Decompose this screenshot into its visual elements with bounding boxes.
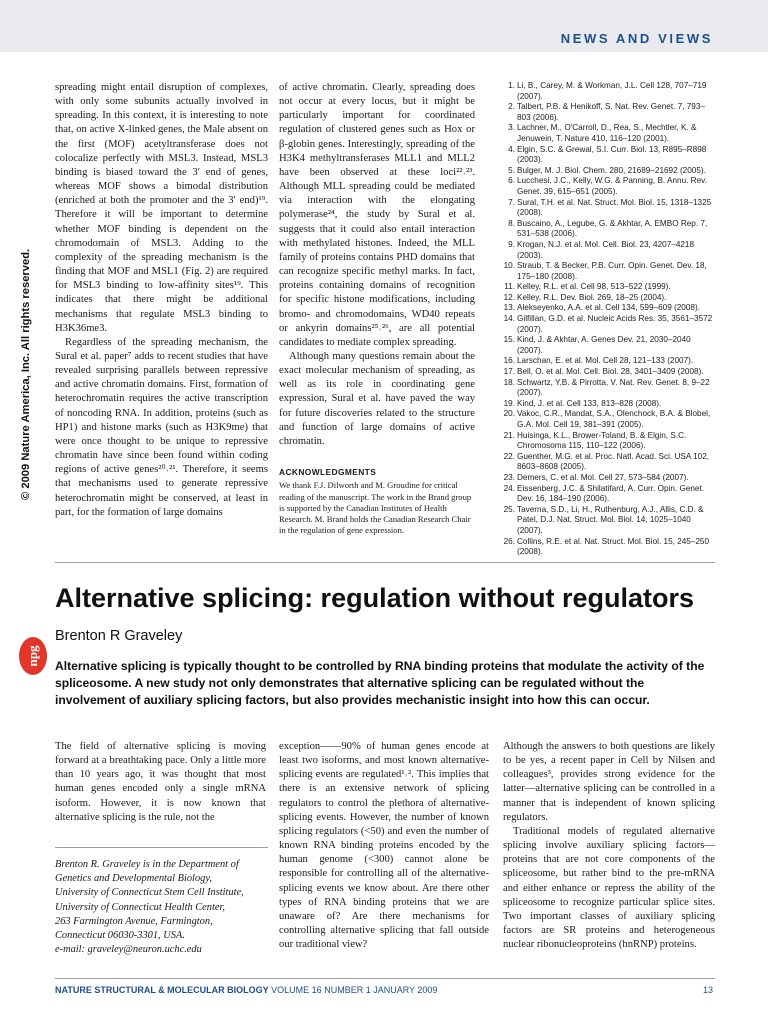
reference-number: 6. [508, 176, 515, 186]
reference-number: 25. [503, 504, 515, 514]
reference-item [501, 505, 714, 537]
reference-number: 19. [503, 398, 515, 408]
article-column-2 [279, 740, 489, 952]
reference-item [501, 282, 714, 293]
reference-text: Alekseyenko, A.A. et al. Cell 134, 599–609 (2008). [517, 303, 700, 313]
journal-footer [55, 985, 437, 995]
paragraph: Although the answers to both questions are likely to be yes, a recent paper in Cell by Nilsen and colleagues³, provides strong evidence for the latter—alternative splicing can be controlled in a manner that is independent of known splicing regulators. [503, 741, 715, 823]
reference-list [501, 81, 714, 558]
paragraph: exception——90% of human genes encode at least two isoforms, and most known alternative-splicing events are regulated¹˒². This implies that there is an extensive network of splicing regulators to control the plethora of alternative-splicing events. However, the number of known splicing regulators (<50) and even the number of known RNA binding proteins encoded by the human genome (<300) cannot alone be responsible for controlling all of the alternative-splicing events we know about. Are there other types of RNA binding proteins that we are unaware of? Are there mechanisms for controlling alternative splicing that fall outside our traditional view? [279, 741, 489, 951]
reference-item [501, 219, 714, 240]
reference-text: Buscaino, A., Legube, G. & Akhtar, A. EMBO Rep. 7, 531–538 (2006). [517, 218, 708, 239]
reference-text: Collins, R.E. et al. Nat. Struct. Mol. Biol. 15, 245–250 (2008). [517, 536, 710, 557]
reference-text: Vakoc, C.R., Mandat, S.A., Olenchock, B.A. & Blobel, G.A. Mol. Cell 19, 381–391 (2005). [517, 409, 711, 429]
section-divider [55, 562, 715, 563]
reference-text: Lachner, M., O'Carroll, D., Rea, S., Mechtler, K. & Jenuwein, T. Nature 410, 116–120 (2001). [517, 123, 697, 143]
reference-number: 2. [508, 102, 515, 112]
reference-item [501, 367, 714, 378]
reference-text: Li, B., Carey, M. & Workman, J.L. Cell 128, 707–719 (2007). [517, 81, 707, 101]
reference-text: Demers, C. et al. Mol. Cell 27, 573–584 (2007). [517, 472, 689, 482]
reference-text: Krogan, N.J. et al. Mol. Cell. Biol. 23, 4207–4218 (2003). [517, 239, 695, 260]
reference-item [501, 314, 714, 335]
reference-number: 16. [503, 356, 515, 366]
acknowledgments-text: We thank F.J. Dilworth and M. Groudine for critical reading of the manuscript. The work in the Brand group is supported by the Canadian Institutes of Health Research. M. Brand holds the Canadian Research Chair in the regulation of gene expression. [279, 480, 472, 536]
reference-text: Eissenberg, J.C. & Shilatifard, A. Curr. Opin. Genet. Dev. 16, 184–190 (2006). [517, 483, 705, 504]
reference-number: 17. [503, 367, 515, 377]
affiliation-line: Connecticut 06030-3301, USA. [55, 930, 185, 942]
reference-text: Kelley, R.L. et al. Cell 98, 513–522 (1999). [517, 282, 671, 292]
reference-item [501, 473, 714, 484]
reference-number: 3. [508, 123, 515, 133]
article-author: Brenton R Graveley [55, 628, 183, 644]
reference-item [501, 399, 714, 410]
journal-name: NATURE STRUCTURAL & MOLECULAR BIOLOGY [55, 985, 269, 995]
reference-number: 7. [508, 197, 515, 207]
affiliation-line: e-mail: graveley@neuron.uchc.edu [55, 944, 202, 956]
paragraph: Regardless of the spreading mechanism, the Sural et al. paper⁷ adds to recent studies that have revealed surprising parallels between repressive and active chromatin domains. First, formation of heterochromatin requires the active transcription of noncoding RNA. In addition, proteins (such as HP1) and histone marks (such as H3K9me) that were once thought to be unique to repressive chromatin have since been found within coding regions of active genes²⁰˒²¹. Therefore, it seems that mechanisms used to generate repressive heterochromatin might be conserved, at least in part, for the formation of large domains [55, 336, 268, 518]
reference-number: 24. [503, 483, 515, 493]
reference-number: 12. [503, 292, 515, 302]
reference-text: Huisinga, K.L., Brower-Toland, B. & Elgin, S.C. Chromosoma 115, 110–122 (2006). [517, 430, 687, 451]
reference-item [501, 261, 714, 282]
paragraph: The field of alternative splicing is moving forward at a breathtaking pace. Only a little more than 10 years ago, it was thought that most human genes encoded only a single mRNA isoform. However, it is now known that alternative splicing is the rule, not the [55, 741, 266, 823]
reference-item [501, 431, 714, 452]
npg-logo [18, 636, 48, 676]
acknowledgments [279, 467, 475, 537]
acknowledgments-heading: ACKNOWLEDGMENTS [279, 467, 377, 477]
affiliation-line: University of Connecticut Health Center, [55, 901, 225, 913]
reference-text: Taverna, S.D., Li, H., Ruthenburg, A.J., Allis, C.D. & Patel, D.J. Nat. Struct. Mol. Biol. 14, 1025–1040 (2007). [517, 504, 704, 535]
reference-text: Straub, T. & Becker, P.B. Curr. Opin. Genet. Dev. 18, 175–180 (2008). [517, 261, 707, 281]
page-number: 13 [702, 985, 713, 995]
reference-item [501, 378, 714, 399]
reference-item [501, 335, 714, 356]
reference-number: 11. [504, 282, 515, 292]
reference-item [501, 198, 714, 219]
journal-issue: VOLUME 16 NUMBER 1 JANUARY 2009 [268, 985, 438, 995]
affiliation-line: University of Connecticut Stem Cell Institute, [55, 887, 244, 899]
reference-item [501, 176, 714, 197]
reference-item [501, 166, 714, 177]
reference-item [501, 537, 714, 558]
article-title: Alternative splicing: regulation without regulators [55, 583, 695, 613]
reference-item [501, 81, 714, 102]
reference-text: Larschan, E. et al. Mol. Cell 28, 121–133 (2007). [517, 356, 694, 366]
reference-number: 9. [508, 239, 515, 249]
reference-text: Kind, J. & Akhtar, A. Genes Dev. 21, 2030–2040 (2007). [517, 335, 691, 355]
previous-article-column-1 [55, 81, 268, 520]
reference-item [501, 240, 714, 261]
reference-item [501, 293, 714, 304]
author-affiliation [55, 858, 268, 957]
reference-number: 13. [503, 303, 515, 313]
reference-text: Sural, T.H. et al. Nat. Struct. Mol. Biol. 15, 1318–1325 (2008). [517, 197, 712, 218]
reference-number: 10. [503, 261, 515, 271]
reference-number: 23. [503, 472, 515, 482]
reference-item [501, 452, 714, 473]
paragraph: Although many questions remain about the exact molecular mechanism of spreading, as well as its role in coordinating gene expression, Sural et al. have paved the way for future discoveries related to the structure and function of large domains of active chromatin. [279, 350, 475, 447]
previous-article-column-2 [279, 81, 475, 449]
copyright-notice: © 2009 Nature America, Inc. All rights reserved. [20, 248, 32, 500]
reference-text: Lucchesi, J.C., Kelly, W.G. & Panning, B. Annu. Rev. Genet. 39, 615–651 (2005). [517, 176, 707, 196]
reference-number: 8. [508, 218, 515, 228]
reference-number: 5. [508, 165, 515, 175]
affiliation-line: 263 Farmington Avenue, Farmington, [55, 915, 213, 927]
reference-text: Guenther, M.G. et al. Proc. Natl. Acad. Sci. USA 102, 8603–8608 (2005). [517, 451, 710, 472]
reference-number: 26. [503, 536, 515, 546]
reference-item [501, 123, 714, 144]
reference-text: Kind, J. et al. Cell 133, 813–828 (2008). [517, 398, 662, 408]
reference-text: Bulger, M. J. Biol. Chem. 280, 21689–21692 (2005). [517, 165, 706, 175]
paragraph: of active chromatin. Clearly, spreading does not occur at every locus, but it might be particularly important for coordinated regulation of clustered genes such as Hox or β-globin genes. Interestingly, spreading of the H3K4 methyltransferases MLL1 and MLL2 have been observed at these loci²²˒²³. Although MLL spreading could be mediated via interaction with the elongating polymerase²⁴, the study by Sural et al. suggests that it could also entail interaction with methylated histones. Indeed, the MLL family of proteins contains PHD domains that can recognize specific methyl marks. In fact, proteins containing domains of recognition for specific histone modifications, including bromo- and chromodomains, WD40 repeats or ankyrin domains²⁵˒²⁶, are all potential candidates to mediate complex spreading. [279, 82, 475, 348]
reference-text: Talbert, P.B. & Henikoff, S. Nat. Rev. Genet. 7, 793–803 (2006). [517, 102, 705, 122]
reference-number: 20. [503, 409, 515, 419]
article-abstract: Alternative splicing is typically thought to be controlled by RNA binding proteins that modulate the activity of the spliceosome. A new study not only demonstrates that alternative splicing can be regulated without the involvement of auxiliary splicing factors, but also provides mechanistic insight into how this can occur. [55, 659, 705, 707]
article-column-1 [55, 740, 266, 825]
reference-item [501, 484, 714, 505]
reference-number: 22. [503, 451, 515, 461]
reference-item [501, 303, 714, 314]
reference-number: 14. [503, 314, 515, 324]
section-label: NEWS AND VIEWS [560, 31, 713, 46]
reference-number: 4. [508, 144, 515, 154]
reference-text: Kelley, R.L. Dev. Biol. 269, 18–25 (2004). [517, 292, 667, 302]
reference-number: 18. [503, 377, 515, 387]
reference-text: Schwartz, Y.B. & Pirrotta, V. Nat. Rev. Genet. 8, 9–22 (2007). [517, 377, 710, 398]
reference-item [501, 356, 714, 367]
reference-number: 15. [503, 335, 515, 345]
reference-item [501, 102, 714, 123]
affiliation-line: Genetics and Developmental Biology, [55, 873, 212, 885]
svg-text:npg: npg [25, 645, 40, 667]
paragraph: spreading might entail disruption of complexes, with only some subunits actually involved in spreading. In this context, it is interesting to note that, on active X-linked genes, the Male absent on the first (MOF) acetyltransferase does not colocalize perfectly with MSL3. Instead, MSL3 binding is biased toward the 3′ end of genes, whereas MOF shows a bimodal distribution (enriched at both the promoter and the 3′ end)¹⁹. Therefore it will be important to determine whether MOF binding is dependent on the chromodomain of MSL3. Adding to the complexity of the spreading mechanism is the finding that MOF and MSL1 (Fig. 2) are required for MSL3 binding to low-affinity sites¹⁹. This indicates that there might be additional mechanisms that regulate MSL3 binding to H3K36me3. [55, 82, 268, 334]
reference-text: Elgin, S.C. & Grewal, S.I. Curr. Biol. 13, R895–R898 (2003). [517, 144, 707, 165]
footer-divider [55, 978, 715, 979]
reference-item [501, 409, 714, 430]
reference-text: Gilfillan, G.D. et al. Nucleic Acids Res. 35, 3561–3572 (2007). [517, 314, 713, 334]
reference-number: 21. [503, 430, 515, 440]
affiliation-line: Brenton R. Graveley is in the Department of [55, 859, 239, 870]
reference-number: 1. [508, 81, 515, 90]
paragraph: Traditional models of regulated alternative splicing involve auxiliary splicing factors—proteins that are not core components of the spliceosome, but rather bind to the pre-mRNA and either enhance or repress the ability of the spliceosome to recognize particular splice sites. Two important classes of auxiliary splicing factors are SR proteins and heterogeneous nuclear ribonucleoproteins (hnRNP) proteins. [503, 825, 715, 951]
reference-text: Bell, O. et al. Mol. Cell. Biol. 28, 3401–3409 (2008). [517, 367, 704, 377]
affiliation-divider [55, 847, 268, 848]
reference-item [501, 145, 714, 166]
article-column-3 [503, 740, 715, 952]
